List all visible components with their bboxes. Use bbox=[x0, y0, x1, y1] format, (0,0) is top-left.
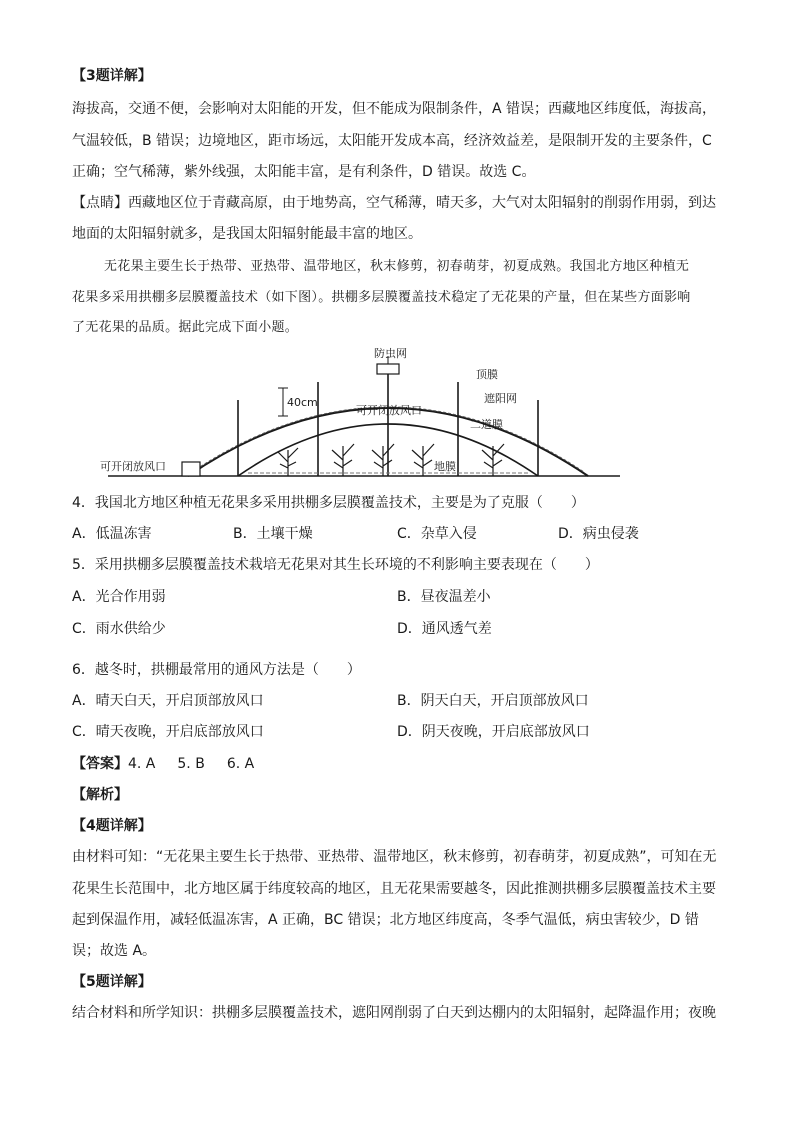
label-vent-lower: 可开闭放风口 bbox=[100, 460, 166, 473]
sec4-line-2: 花果生长范围中，北方地区属于纬度较高的地区，且无花果需要越冬，因此推测拱棚多层膜覆盖技术主要 bbox=[72, 881, 716, 897]
greenhouse-diagram bbox=[88, 342, 628, 482]
sec3-line-2: 气温较低，B 错误；边境地区，距市场远，太阳能开发成本高，经济效益差，是限制开发的主要条件，C bbox=[72, 133, 712, 149]
sec5-line-1: 结合材料和所学知识：拱棚多层膜覆盖技术，遮阳网削弱了白天到达棚内的太阳辐射，起降温作用；夜晚 bbox=[72, 1005, 716, 1021]
answer-5: 5. B bbox=[177, 756, 205, 772]
label-ground-film: 地膜 bbox=[434, 460, 456, 473]
sec3-line-3: 正确；空气稀薄，紫外线强，太阳能丰富，是有利条件，D 错误。故选 C。 bbox=[72, 164, 536, 180]
q5-option-c: C．雨水供给少 bbox=[72, 621, 166, 637]
label-height: 40cm bbox=[287, 396, 318, 409]
insect-net-vent bbox=[377, 364, 399, 374]
sec4-line-4: 误；故选 A。 bbox=[72, 943, 157, 959]
sec3-line-1: 海拔高，交通不便，会影响对太阳能的开发，但不能成为限制条件，A 错误；西藏地区纬度低，海拔高， bbox=[72, 101, 717, 117]
answer-label: 【答案】 bbox=[72, 756, 128, 772]
sec4-line-3: 起到保温作用，减轻低温冻害，A 正确，BC 错误；北方地区纬度高，冬季气温低，病虫害较少，D 错 bbox=[72, 912, 699, 928]
point-line-2: 地面的太阳辐射就多，是我国太阳辐射能最丰富的地区。 bbox=[72, 226, 422, 242]
material-line-1: 无花果主要生长于热带、亚热带、温带地区，秋末修剪，初春萌芽，初夏成熟。我国北方地区种植无 bbox=[104, 259, 690, 274]
point-line-1: 【点睛】西藏地区位于青藏高原，由于地势高，空气稀薄，晴天多，大气对太阳辐射的削弱作用弱，到达 bbox=[72, 195, 716, 211]
q4-stem: 4．我国北方地区种植无花果多采用拱棚多层膜覆盖技术，主要是为了克服（ ） bbox=[72, 495, 585, 511]
q5-stem: 5．采用拱棚多层膜覆盖技术栽培无花果对其生长环境的不利影响主要表现在（ ） bbox=[72, 557, 599, 573]
sec5-title: 【5题详解】 bbox=[72, 974, 152, 990]
q6-option-b: B．阴天白天，开启顶部放风口 bbox=[397, 693, 589, 709]
material-line-2: 花果多采用拱棚多层膜覆盖技术（如下图）。拱棚多层膜覆盖技术稳定了无花果的产量，但在某些方面影响 bbox=[72, 290, 691, 305]
label-top-film: 顶膜 bbox=[476, 368, 498, 381]
q5-option-d: D．通风透气差 bbox=[397, 621, 492, 637]
analysis-label: 【解析】 bbox=[72, 787, 128, 803]
q6-stem: 6．越冬时，拱棚最常用的通风方法是（ ） bbox=[72, 662, 361, 678]
sec4-title: 【4题详解】 bbox=[72, 818, 152, 834]
q4-option-c: C．杂草入侵 bbox=[397, 526, 477, 542]
q4-option-d: D．病虫侵袭 bbox=[558, 526, 639, 542]
fig-trees bbox=[278, 444, 504, 476]
answer-6: 6. A bbox=[226, 756, 255, 772]
q4-option-b: B．土壤干燥 bbox=[233, 526, 313, 542]
q5-option-a: A．光合作用弱 bbox=[72, 589, 166, 605]
material-line-3: 了无花果的品质。据此完成下面小题。 bbox=[72, 320, 299, 335]
lower-vent-box bbox=[182, 462, 200, 476]
answer-line bbox=[72, 754, 254, 774]
label-shade-net: 遮阳网 bbox=[484, 392, 517, 405]
q6-option-d: D．阴天夜晚，开启底部放风口 bbox=[397, 724, 590, 740]
sec3-title: 【3题详解】 bbox=[72, 68, 152, 84]
sec4-line-1: 由材料可知：“无花果主要生长于热带、亚热带、温带地区，秋末修剪，初春萌芽，初夏成熟”，可知在无 bbox=[72, 849, 717, 865]
label-vent-upper: 可开闭放风口 bbox=[356, 404, 422, 417]
q6-option-a: A．晴天白天，开启顶部放风口 bbox=[72, 693, 264, 709]
q5-option-b: B．昼夜温差小 bbox=[397, 589, 491, 605]
label-insect-net: 防虫网 bbox=[374, 347, 407, 360]
q6-option-c: C．晴天夜晚，开启底部放风口 bbox=[72, 724, 264, 740]
answer-4: 4. A bbox=[128, 756, 156, 772]
label-second-film: 二道膜 bbox=[470, 418, 503, 431]
q4-option-a: A．低温冻害 bbox=[72, 526, 152, 542]
